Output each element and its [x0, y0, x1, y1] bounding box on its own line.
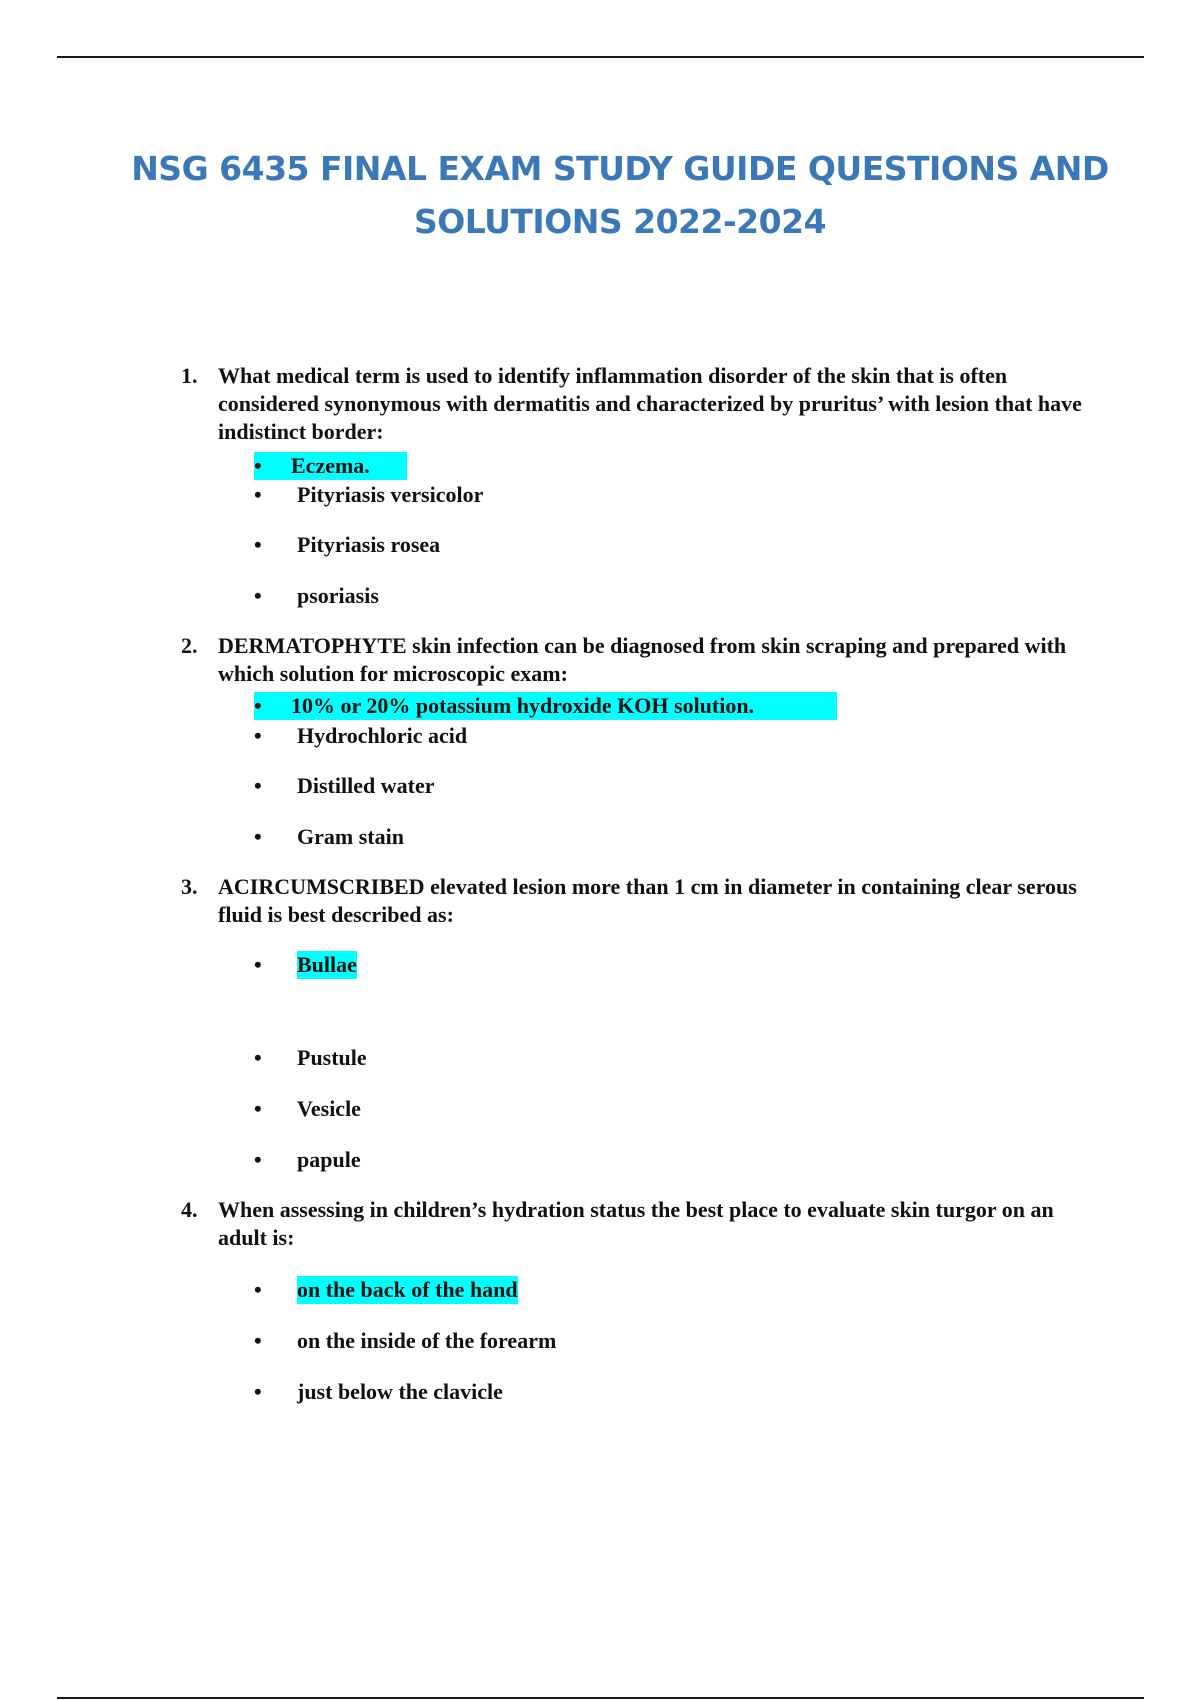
title-line-2: SOLUTIONS 2022-2024 — [413, 202, 827, 241]
bullet-icon: • — [254, 1328, 262, 1353]
bullet-icon: • — [254, 723, 262, 748]
option-label: Gram stain — [297, 824, 404, 849]
question-1 — [181, 362, 1101, 446]
option-label: Pustule — [297, 1045, 367, 1070]
top-rule — [57, 56, 1144, 58]
bullet-icon: • — [254, 952, 262, 977]
bullet-icon: • — [254, 482, 262, 507]
question-number: 1. — [181, 363, 198, 388]
answer-option-correct — [254, 452, 407, 480]
question-text: DERMATOPHYTE skin infection can be diagnosed from skin scraping and prepared with which solution for microscopic exam: — [218, 633, 1067, 686]
title-line-1: NSG 6435 FINAL EXAM STUDY GUIDE QUESTIONS AND — [131, 149, 1109, 188]
bullet-icon: • — [254, 693, 262, 718]
option-label: Vesicle — [297, 1096, 361, 1121]
document-title — [100, 142, 1140, 248]
option-label: Distilled water — [297, 773, 435, 798]
bottom-rule — [57, 1697, 1144, 1699]
option-label: just below the clavicle — [297, 1379, 503, 1404]
option-label: on the back of the hand — [297, 1277, 518, 1302]
question-number: 3. — [181, 874, 198, 899]
question-2 — [181, 632, 1101, 688]
question-text: What medical term is used to identify inflammation disorder of the skin that is often considered synonymous with dermatitis and characterized by pruritus’ with lesion that have indistinct border: — [218, 363, 1082, 444]
question-number: 4. — [181, 1197, 198, 1222]
bullet-icon: • — [254, 824, 262, 849]
bullet-icon: • — [254, 583, 262, 608]
question-number: 2. — [181, 633, 198, 658]
option-label: Hydrochloric acid — [297, 723, 468, 748]
option-label: Pityriasis versicolor — [297, 482, 484, 507]
option-label: on the inside of the forearm — [297, 1328, 557, 1353]
question-3 — [181, 873, 1101, 929]
option-label: psoriasis — [297, 583, 379, 608]
question-text: ACIRCUMSCRIBED elevated lesion more than 1 cm in diameter in containing clear serous fluid is best described as: — [218, 874, 1077, 927]
bullet-icon: • — [254, 1277, 262, 1302]
bullet-icon: • — [254, 1147, 262, 1172]
option-label: 10% or 20% potassium hydroxide KOH solution. — [291, 693, 755, 718]
question-text: When assessing in children’s hydration status the best place to evaluate skin turgor on an adult is: — [218, 1197, 1054, 1250]
option-label: Pityriasis rosea — [297, 532, 441, 557]
bullet-icon: • — [254, 1045, 262, 1070]
question-4 — [181, 1196, 1101, 1252]
bullet-icon: • — [254, 1096, 262, 1121]
bullet-icon: • — [254, 1379, 262, 1404]
bullet-icon: • — [254, 532, 262, 557]
bullet-icon: • — [254, 453, 262, 478]
option-label: papule — [297, 1147, 361, 1172]
answer-option-correct — [254, 692, 837, 720]
option-label: Bullae — [297, 952, 357, 977]
bullet-icon: • — [254, 773, 262, 798]
option-label: Eczema. — [291, 453, 370, 478]
